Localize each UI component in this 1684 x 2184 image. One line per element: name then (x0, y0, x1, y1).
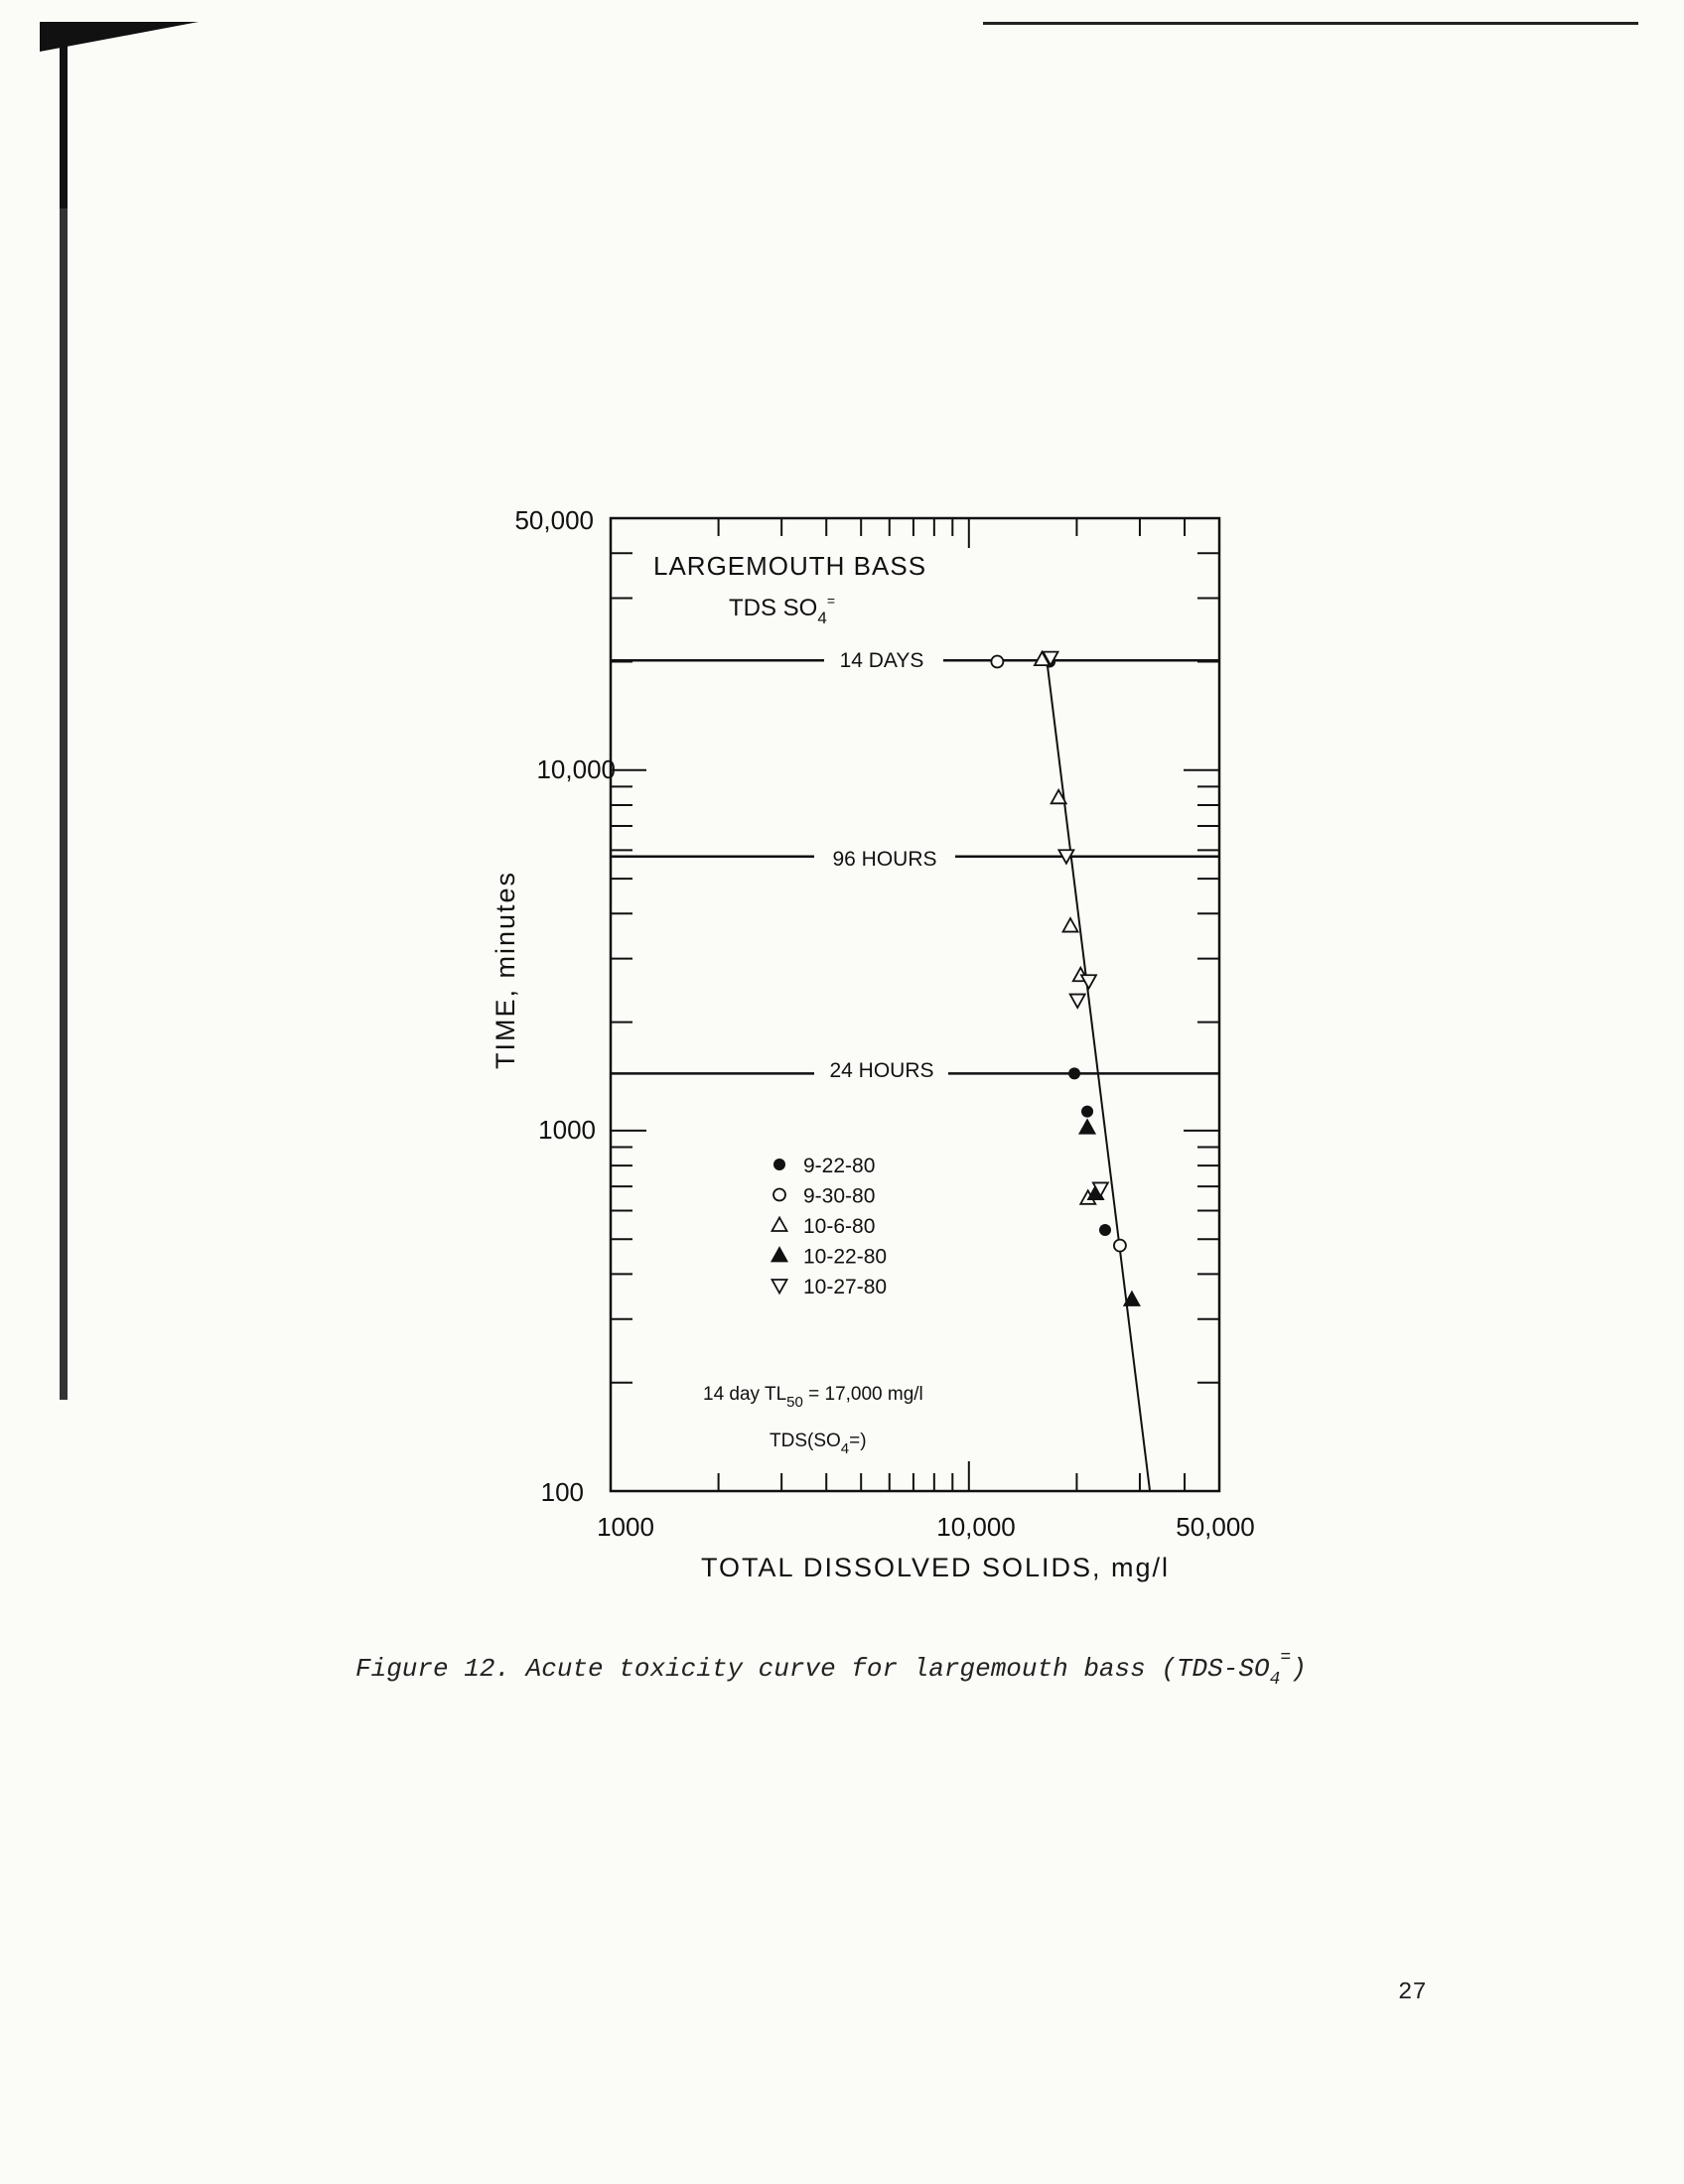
x-axis-label: TOTAL DISSOLVED SOLIDS, mg/l (700, 1553, 1171, 1582)
y-tick-label-10000: 10,000 (536, 754, 616, 784)
ref-label-24-hours: 24 HOURS (829, 1059, 934, 1082)
data-point-9-30-80 (1114, 1240, 1126, 1252)
fit-line (1047, 660, 1150, 1491)
y-tick-label-100: 100 (540, 1477, 584, 1507)
data-point-9-30-80 (991, 655, 1003, 667)
legend-marker-10-22-80 (772, 1248, 787, 1262)
legend-marker-10-6-80 (772, 1218, 787, 1232)
ref-label-14-days: 14 DAYS (839, 649, 924, 672)
legend-label: 9-30-80 (803, 1184, 876, 1208)
x-tick-label-10000: 10,000 (936, 1512, 1016, 1542)
legend-label: 10-27-80 (803, 1276, 888, 1298)
data-point-10-27-80 (1070, 995, 1085, 1009)
data-point-9-22-80 (1081, 1106, 1093, 1118)
data-point-10-22-80 (1080, 1120, 1095, 1134)
legend-label: 10-6-80 (803, 1215, 876, 1238)
y-axis-label: TIME, minutes (491, 870, 520, 1070)
legend-marker-9-30-80 (773, 1189, 785, 1201)
y-tick-label-1000: 1000 (538, 1115, 596, 1145)
tl50-annotation: 14 day $TL_{50} = 17,000$ mg/l (703, 1384, 923, 1411)
legend-marker-10-27-80 (772, 1280, 787, 1294)
y-tick-label-50000: 50,000 (514, 505, 594, 535)
data-point-9-22-80 (1068, 1067, 1080, 1079)
data-point-9-22-80 (1099, 1224, 1111, 1236)
ref-label-96-hours: 96 HOURS (832, 848, 937, 871)
data-point-10-6-80 (1063, 918, 1078, 932)
page-number: 27 (1398, 1979, 1427, 2006)
legend-label: 10-22-80 (803, 1245, 888, 1269)
x-tick-label-50000: 50,000 (1176, 1512, 1255, 1542)
tl50-annotation-unit: $TDS(SO_4=)$ (770, 1431, 867, 1457)
figure-caption: Figure 12. Acute toxicity curve for largemouth bass $(TDS-SO_4^=)$ (355, 1648, 1307, 1690)
legend-marker-9-22-80 (773, 1159, 785, 1170)
chart-subtitle: TDS $SO_4^=$ (729, 593, 835, 627)
x-tick-label-1000: 1000 (597, 1512, 654, 1542)
chart-title: LARGEMOUTH BASS (653, 551, 927, 581)
legend-label: 9-22-80 (803, 1155, 876, 1177)
